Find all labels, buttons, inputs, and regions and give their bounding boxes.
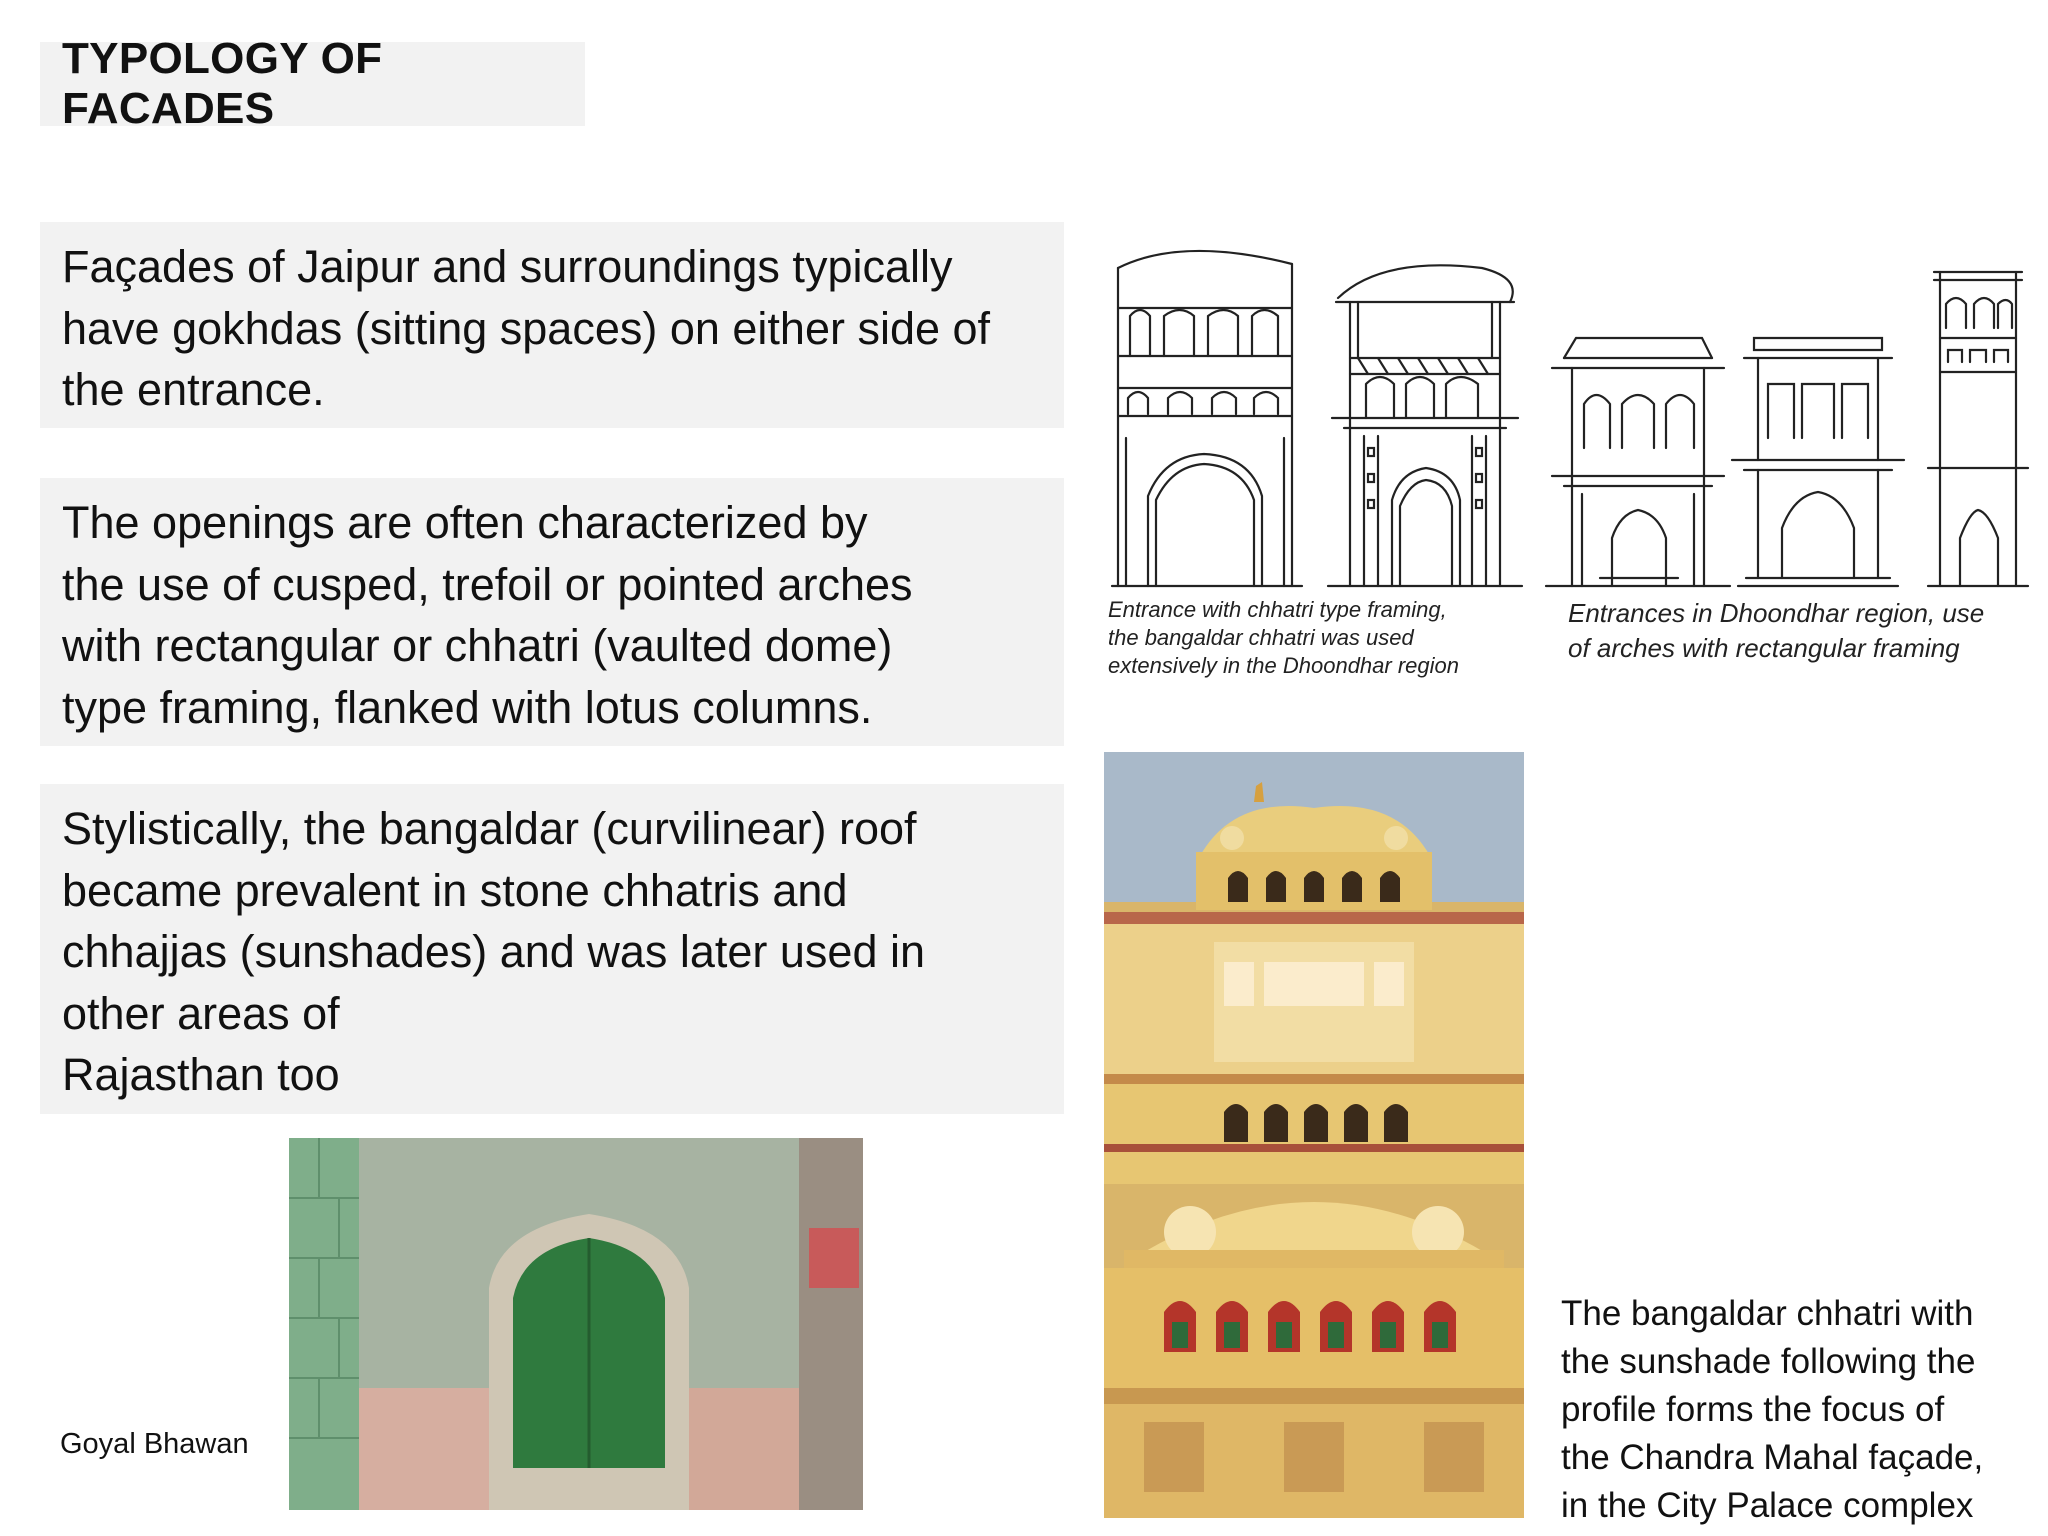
paragraph-openings: The openings are often characterized by the use of cusped, trefoil or pointed arches with rectangular or chhatri (vaulted dome) type framing, flanked with lotus columns. — [62, 497, 913, 733]
paragraph-bangaldar: Stylistically, the bangaldar (curvilinear) roof became prevalent in stone chhatris and chhajjas (sunshades) and was later used in other areas of Rajasthan too — [62, 803, 925, 1100]
sketch-entrance-3 — [1546, 338, 1730, 586]
caption-chhatri-framing: Entrance with chhatri type framing, the bangaldar chhatri was used extensively in the Dhoondhar region — [1108, 597, 1460, 678]
paragraph-box-gokhdas — [40, 222, 1064, 428]
goyal-bhawan-photo — [289, 1138, 863, 1510]
page-title: TYPOLOGY OF FACADES — [62, 34, 383, 133]
entrance-sketches — [1082, 238, 2048, 598]
sketch-entrance-1 — [1112, 251, 1302, 586]
chandra-mahal-caption: The bangaldar chhatri with the sunshade following the profile forms the focus of the Chandra Mahal façade, in the City Palace complex — [1561, 1294, 1984, 1525]
paragraph-gokhdas: Façades of Jaipur and surroundings typically have gokhdas (sitting spaces) on either side of the entrance. — [62, 241, 991, 415]
title-box — [40, 34, 585, 133]
chandra-mahal-photo — [1104, 752, 1524, 1518]
sketch-entrance-4 — [1732, 338, 1904, 586]
sketch-entrance-2 — [1328, 265, 1522, 586]
caption-rectangular-framing: Entrances in Dhoondhar region, use of arches with rectangular framing — [1568, 598, 1985, 663]
goyal-bhawan-label: Goyal Bhawan — [60, 1428, 249, 1460]
paragraph-box-openings — [40, 478, 1064, 746]
sketch-entrance-5 — [1928, 272, 2028, 586]
paragraph-box-bangaldar — [40, 784, 1064, 1114]
